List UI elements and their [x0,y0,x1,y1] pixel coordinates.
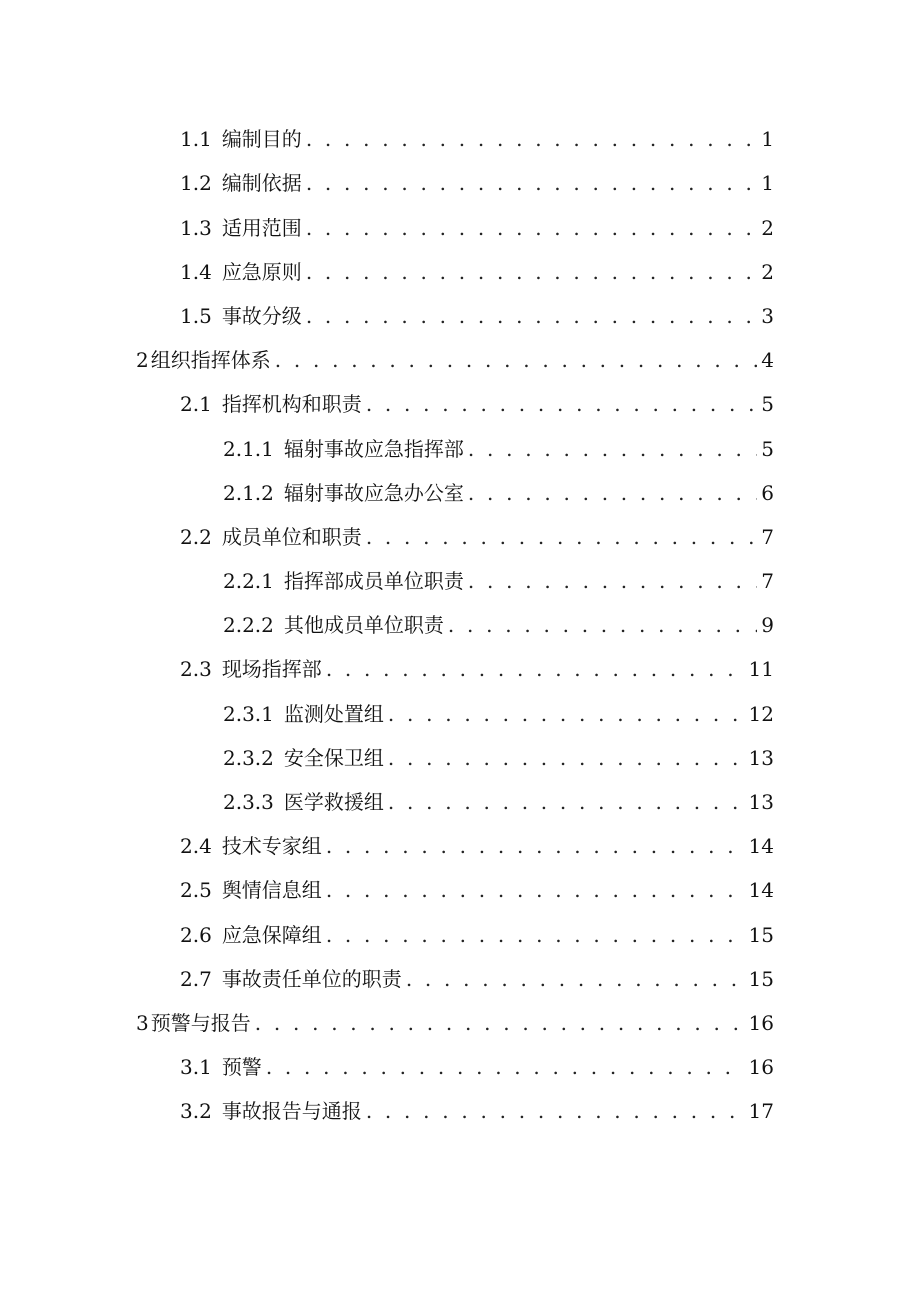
toc-entry-title: 组织指挥体系 [150,348,271,373]
toc-entry-number: 2.2.2 [223,613,274,638]
toc-entry-number: 2.1.2 [223,480,274,505]
toc-entry-title: 编制目的 [221,127,302,152]
toc-entry-page-number: 14 [748,878,774,903]
toc-entry-title: 事故报告与通报 [221,1099,362,1124]
toc-entry-number: 2.3.1 [223,701,274,726]
toc-entry-number: 2.3.3 [223,790,274,814]
toc-dot-leader [326,877,745,903]
toc-entry-title: 编制依据 [221,171,302,196]
toc-entry[interactable] [0,911,920,955]
toc-entry-page-number: 11 [748,657,774,682]
toc-entry-number: 1.2 [180,171,212,196]
toc-entry-page-number: 15 [748,966,774,991]
toc-entry[interactable] [0,1088,920,1132]
toc-entry-page-number: 16 [748,1055,774,1080]
toc-entry[interactable] [0,249,920,293]
toc-entry-page-number: 12 [748,701,774,726]
toc-dot-leader [306,303,757,329]
toc-entry-title: 预警与报告 [150,1010,251,1035]
toc-entry-number: 1.4 [180,259,212,284]
toc-entry-number: 2.1.1 [223,436,274,461]
toc-dot-leader [468,568,757,594]
toc-dot-leader [306,259,757,285]
toc-dot-leader [366,524,757,550]
toc-entry-title: 应急原则 [221,259,302,284]
toc-entry[interactable] [0,514,920,558]
toc-entry-title: 其他成员单位职责 [283,613,444,638]
toc-entry-page-number: 1 [761,127,774,152]
toc-entry-page-number: 7 [761,524,774,549]
toc-entry[interactable] [0,823,920,867]
toc-entry[interactable] [0,867,920,911]
toc-entry[interactable] [0,470,920,514]
toc-entry-number: 1.1 [180,127,212,152]
toc-entry-page-number: 17 [748,1099,774,1124]
toc-entry-page-number: 15 [748,922,774,947]
toc-entry-title: 事故分级 [221,303,302,328]
toc-entry-title: 监测处置组 [283,701,384,726]
toc-dot-leader [388,789,745,815]
toc-entry-title: 指挥机构和职责 [221,392,362,417]
toc-dot-leader [306,215,757,241]
toc-entry-number: 1.3 [180,215,212,240]
toc-entry-page-number: 14 [748,834,774,859]
toc-entry-number: 2.2 [180,524,212,549]
toc-dot-leader [266,1054,745,1080]
toc-entry-page-number: 5 [761,392,774,417]
toc-entry[interactable] [0,735,920,779]
toc-dot-leader [388,701,745,727]
toc-entry-number: 1.5 [180,303,212,328]
toc-dot-leader [275,347,758,373]
toc-entry[interactable] [0,293,920,337]
toc-dot-leader [306,170,757,196]
toc-dot-leader [306,126,757,152]
toc-entry-title: 舆情信息组 [221,878,322,903]
toc-entry-number: 2.5 [180,878,212,903]
toc-entry-number: 2.1 [180,392,212,417]
toc-dot-leader [255,1010,745,1036]
toc-entry-page-number: 13 [748,745,774,770]
toc-dot-leader [366,1098,745,1124]
toc-entry-page-number: 1 [761,171,774,196]
toc-dot-leader [326,833,745,859]
toc-entry-number: 3.2 [180,1099,212,1124]
toc-entry-page-number: 3 [761,303,774,328]
toc-entry-title: 预警 [221,1055,262,1080]
toc-entry-title: 现场指挥部 [221,657,322,682]
toc-entry[interactable] [0,116,920,160]
toc-entry[interactable] [0,779,920,823]
toc-entry-number: 2 [136,348,149,373]
toc-entry-number: 2.3 [180,657,212,682]
toc-entry-title: 成员单位和职责 [221,524,362,549]
toc-entry-number: 3 [136,1010,149,1035]
toc-entry-title: 技术专家组 [221,834,322,859]
toc-entry-page-number: 7 [761,569,774,594]
toc-entry-title: 适用范围 [221,215,302,240]
toc-entry-page-number: 5 [761,436,774,461]
toc-entry-page-number: 9 [761,613,774,638]
toc-entry-title: 辐射事故应急办公室 [283,480,464,505]
toc-entry[interactable] [0,160,920,204]
toc-dot-leader [406,966,745,992]
toc-entry-number: 2.4 [180,834,212,859]
toc-entry-page-number: 4 [761,348,774,373]
toc-entry-title: 辐射事故应急指挥部 [283,436,464,461]
toc-entry[interactable] [0,425,920,469]
toc-entry-number: 3.1 [180,1055,212,1080]
toc-entry[interactable] [0,956,920,1000]
toc-dot-leader [326,922,745,948]
toc-entry-page-number: 6 [761,480,774,505]
toc-entry-number: 2.3.2 [223,745,274,770]
toc-dot-leader [448,612,757,638]
toc-entry-title: 指挥部成员单位职责 [283,569,464,594]
toc-entry[interactable] [0,1000,920,1044]
toc-entry[interactable] [0,381,920,425]
toc-entry-page-number: 2 [761,215,774,240]
toc-entry-number: 2.7 [180,966,212,991]
toc-dot-leader [366,391,757,417]
toc-entry[interactable] [0,337,920,381]
toc-entry-page-number: 13 [748,790,774,814]
toc-dot-leader [468,436,757,462]
toc-dot-leader [388,745,745,771]
toc-entry-title: 事故责任单位的职责 [221,966,402,991]
toc-entry[interactable] [0,1044,920,1088]
toc-entry[interactable] [0,558,920,602]
toc-entry-title: 应急保障组 [221,922,322,947]
table-of-contents [0,116,920,1132]
toc-entry-number: 2.2.1 [223,569,274,594]
toc-entry[interactable] [0,646,920,690]
toc-entry[interactable] [0,690,920,734]
toc-entry-number: 2.6 [180,922,212,947]
toc-entry[interactable] [0,602,920,646]
toc-dot-leader [326,656,745,682]
toc-entry[interactable] [0,204,920,248]
toc-entry-title: 医学救援组 [283,790,384,814]
toc-entry-page-number: 2 [761,259,774,284]
toc-entry-page-number: 16 [748,1010,774,1035]
toc-entry-title: 安全保卫组 [283,745,384,770]
toc-dot-leader [468,480,757,506]
